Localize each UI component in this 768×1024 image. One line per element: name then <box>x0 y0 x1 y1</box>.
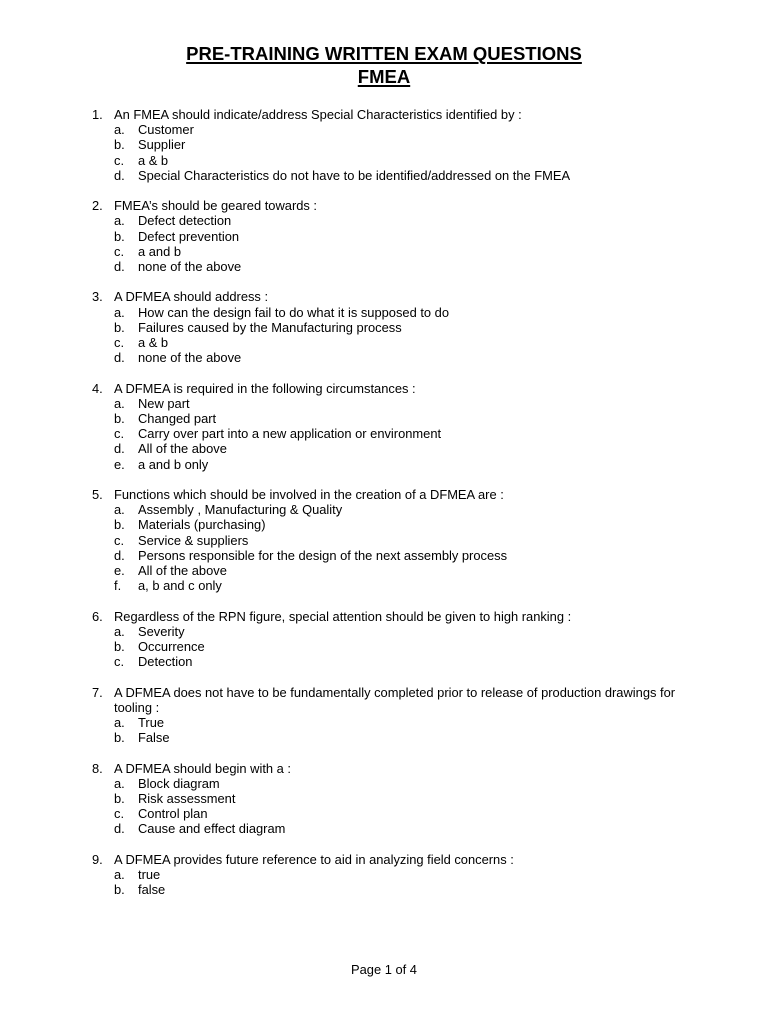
option-letter: c. <box>114 806 125 822</box>
question-text: An FMEA should indicate/address Special Characteristics identified by : <box>114 107 522 122</box>
option-letter: f. <box>114 578 122 594</box>
answer-option <box>92 624 712 639</box>
answer-option <box>92 229 712 244</box>
option-text: Detection <box>138 654 193 670</box>
answer-option <box>92 882 712 897</box>
answer-option <box>92 639 712 654</box>
question-item <box>92 487 712 593</box>
question-line <box>92 852 712 867</box>
option-letter: a. <box>114 122 125 138</box>
question-list <box>92 107 712 913</box>
answer-option <box>92 654 712 669</box>
answer-option <box>92 305 712 320</box>
page-title: PRE-TRAINING WRITTEN EXAM QUESTIONS <box>186 43 582 64</box>
answer-option <box>92 715 712 730</box>
option-text: All of the above <box>138 563 227 579</box>
option-letter: c. <box>114 243 125 259</box>
question-item <box>92 852 712 898</box>
question-number: 6. <box>92 608 103 624</box>
option-text: Control plan <box>138 806 208 822</box>
answer-option <box>92 806 712 821</box>
question-line <box>92 761 712 776</box>
option-letter: c. <box>114 654 125 670</box>
option-text: Risk assessment <box>138 791 236 807</box>
option-letter: c. <box>114 426 125 442</box>
option-letter: b. <box>114 411 125 427</box>
question-number: 4. <box>92 380 103 396</box>
answer-option <box>92 791 712 806</box>
question-item <box>92 107 712 183</box>
option-letter: d. <box>114 350 125 366</box>
answer-option <box>92 396 712 411</box>
question-text: Regardless of the RPN figure, special attention should be given to high ranking : <box>114 608 572 624</box>
option-letter: a. <box>114 213 125 229</box>
question-line <box>92 487 712 502</box>
option-letter: b. <box>114 730 125 746</box>
option-text: Customer <box>138 122 194 138</box>
question-line <box>92 381 712 396</box>
question-number: 2. <box>92 198 103 214</box>
answer-option <box>92 335 712 350</box>
question-item <box>92 289 712 365</box>
option-letter: b. <box>114 639 125 655</box>
option-text: All of the above <box>138 441 227 457</box>
question-text: A DFMEA should begin with a : <box>114 760 291 776</box>
answer-option <box>92 502 712 517</box>
option-letter: d. <box>114 547 125 563</box>
answer-option <box>92 213 712 228</box>
option-text: true <box>138 867 161 883</box>
answer-option <box>92 517 712 532</box>
answer-option <box>92 350 712 365</box>
question-item <box>92 198 712 274</box>
answer-option <box>92 122 712 137</box>
answer-option <box>92 533 712 548</box>
question-line <box>92 107 712 122</box>
answer-option <box>92 153 712 168</box>
question-number: 7. <box>92 684 103 700</box>
answer-option <box>92 320 712 335</box>
option-letter: b. <box>114 319 125 335</box>
option-text: Supplier <box>138 137 186 153</box>
option-text: Defect detection <box>138 213 232 229</box>
option-letter: a. <box>114 395 125 411</box>
option-text: Occurrence <box>138 639 205 655</box>
option-text: Materials (purchasing) <box>138 517 266 533</box>
answer-option <box>92 776 712 791</box>
option-text: a & b <box>138 335 169 351</box>
option-text: Special Characteristics do not have to be identified/addressed on the FMEA <box>138 167 571 183</box>
option-text: Changed part <box>138 411 217 427</box>
answer-option <box>92 578 712 593</box>
option-text: True <box>138 715 165 731</box>
option-letter: a. <box>114 867 125 883</box>
option-letter: c. <box>114 532 125 548</box>
question-text: A DFMEA provides future reference to aid in analyzing field concerns : <box>114 851 514 867</box>
option-text: Defect prevention <box>138 228 240 244</box>
question-text: FMEA’s should be geared towards : <box>114 198 318 214</box>
page-subtitle: FMEA <box>357 66 411 87</box>
question-number: 1. <box>92 107 103 122</box>
option-letter: b. <box>114 791 125 807</box>
option-letter: d. <box>114 821 125 837</box>
answer-option <box>92 821 712 836</box>
answer-option <box>92 259 712 274</box>
option-text: Assembly , Manufacturing & Quality <box>138 502 343 518</box>
answer-option <box>92 426 712 441</box>
question-item <box>92 381 712 472</box>
answer-option <box>92 548 712 563</box>
question-text: A DFMEA should address : <box>114 289 269 305</box>
question-line <box>92 289 712 304</box>
question-number: 3. <box>92 289 103 305</box>
question-number: 5. <box>92 487 103 503</box>
answer-option <box>92 441 712 456</box>
option-letter: c. <box>114 335 125 351</box>
question-line <box>92 198 712 213</box>
option-text: a, b and c only <box>138 578 222 594</box>
question-number: 9. <box>92 851 103 867</box>
option-text: false <box>138 882 166 898</box>
option-letter: a. <box>114 623 125 639</box>
option-text: a & b <box>138 152 169 168</box>
option-letter: c. <box>114 152 125 168</box>
option-letter: b. <box>114 517 125 533</box>
option-text: none of the above <box>138 259 242 275</box>
option-text: Carry over part into a new application or environment <box>138 426 442 442</box>
option-letter: d. <box>114 167 125 183</box>
option-text: False <box>138 730 170 746</box>
question-item <box>92 609 712 670</box>
option-text: New part <box>138 395 190 411</box>
option-text: a and b only <box>138 456 209 472</box>
question-number: 8. <box>92 760 103 776</box>
option-letter: a. <box>114 715 125 731</box>
option-letter: a. <box>114 502 125 518</box>
option-text: a and b <box>138 243 182 259</box>
option-letter: a. <box>114 775 125 791</box>
answer-option <box>92 411 712 426</box>
option-letter: b. <box>114 882 125 898</box>
option-letter: b. <box>114 228 125 244</box>
question-line <box>92 609 712 624</box>
option-letter: a. <box>114 304 125 320</box>
option-letter: d. <box>114 441 125 457</box>
option-text: Persons responsible for the design of the next assembly process <box>138 547 508 563</box>
option-text: Block diagram <box>138 775 220 791</box>
option-text: How can the design fail to do what it is supposed to do <box>138 304 449 320</box>
answer-option <box>92 168 712 183</box>
question-item <box>92 685 712 746</box>
answer-option <box>92 867 712 882</box>
answer-option <box>92 457 712 472</box>
option-text: Severity <box>138 623 185 639</box>
question-text: A DFMEA is required in the following circumstances : <box>114 380 416 396</box>
option-text: Failures caused by the Manufacturing process <box>138 319 402 335</box>
option-text: Service & suppliers <box>138 532 249 548</box>
option-text: none of the above <box>138 350 242 366</box>
option-letter: d. <box>114 259 125 275</box>
answer-option <box>92 244 712 259</box>
option-letter: e. <box>114 456 125 472</box>
question-text: Functions which should be involved in the creation of a DFMEA are : <box>114 487 504 503</box>
question-item <box>92 761 712 837</box>
option-text: Cause and effect diagram <box>138 821 286 837</box>
answer-option <box>92 563 712 578</box>
answer-option <box>92 730 712 745</box>
answer-option <box>92 137 712 152</box>
page-number: Page 1 of 4 <box>351 962 417 977</box>
question-line <box>92 685 712 715</box>
option-letter: e. <box>114 563 125 579</box>
option-letter: b. <box>114 137 125 153</box>
question-text: A DFMEA does not have to be fundamentally completed prior to release of production drawings for tooling : <box>114 684 676 715</box>
